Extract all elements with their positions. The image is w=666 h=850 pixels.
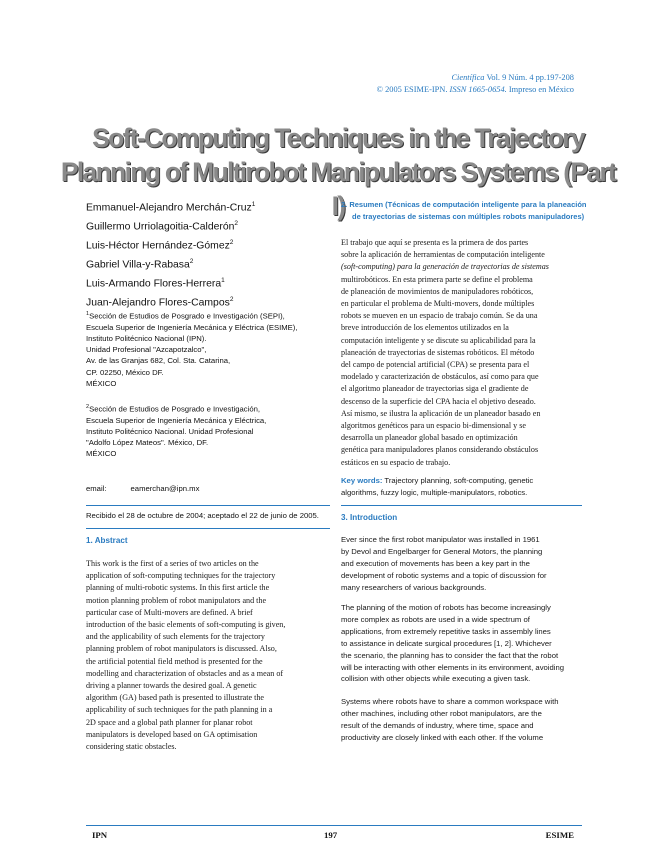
affiliation-line: MÉXICO (86, 449, 117, 459)
journal-volume: Vol. 9 Núm. 4 pp.197-208 (484, 73, 574, 82)
affiliation-line: MÉXICO (86, 378, 117, 388)
footer-rule (86, 825, 582, 826)
introduction-paragraph-1: Ever since the first robot manipulator was installed in 1961 by Devol and Engelbarger for General Motors, the planning and execution of movements has been a key part in the development of robotic systems and a topic of discussion for many researchers of various backgrounds. (341, 535, 547, 592)
author: Juan-Alejandro Flores-Campos$^2$ (86, 296, 234, 309)
email-label: email: (86, 484, 107, 493)
abstract-heading: 1. Abstract (86, 536, 128, 545)
resumen-body: El trabajo que aquí se presenta es la primera de dos partes sobre la aplicación de herramientas de computación inteligente (soft-computing) para la generación de trayectorias de sistemas multirobóticos. En esta primera parte se define el problema de planeación de movimientos de manipuladores robóticos, en particular el problema de Multi-movers, donde múltiples robots se mueven en un espacio de trabajo común. Se da una breve introducción de los elementos utilizados en la computación inteligente y se discute su aplicabilidad para la planeación de trayectorias de sistemas robóticos. El método del campo de potencial artificial (CPA) se presenta para el modelado y caracterización de obstáculos, así como para que el algoritmo planeador de trayectorias siga el gradiente de descenso de la superficie del CPA hacia el objetivo deseado. Así mismo, se ilustra la aplicación de un planeador basado en algoritmos genéticos para un espacio bi-dimensional y se desarrolla un planeador global basado en optimización genética para manipuladores planos considerando obstáculos estáticos en su espacio de trabajo. (341, 238, 549, 467)
affiliation-line: Escuela Superior de Ingeniería Mecánica y Eléctrica (ESIME), (86, 322, 298, 332)
divider (86, 505, 330, 506)
author: Luis-Armando Flores-Herrera$^1$ (86, 277, 225, 290)
footer-left-label: IPN (92, 830, 108, 840)
author: Gabriel Villa-y-Rabasa$^2$ (86, 258, 194, 271)
issn-text: ISSN 1665-0654. (449, 85, 507, 94)
footer-right-label: ESIME (545, 830, 574, 840)
copyright-text: © 2005 ESIME-IPN. (376, 85, 450, 94)
divider (341, 505, 582, 506)
page-number: 197 (324, 830, 338, 840)
author-list (86, 197, 255, 311)
resumen-heading-line-2: de trayectorias de sistemas con múltiples robots manipuladores) (352, 212, 585, 221)
affiliation-line: $^1$Sección de Estudios de Posgrado e Investigación (SEPI), (86, 311, 285, 321)
author: Emmanuel-Alejandro Merchán-Cruz$^1$ (86, 201, 256, 214)
affiliation-line: Instituto Politécnico Nacional. Unidad Profesional (86, 426, 254, 436)
author: Guillermo Urriolagoitia-Calderón$^2$ (86, 220, 239, 233)
received-date: Recibido el 28 de octubre de 2004; aceptado el 22 de junio de 2005. (86, 511, 319, 520)
affiliation-line: Escuela Superior de Ingeniería Mecánica y Eléctrica, (86, 415, 267, 425)
introduction-paragraph-2: The planning of the motion of robots has become increasingly more complex as robots are used in a wide spectrum of applications, from extremely repetitive tasks in assembly lines to assistance in delicate surgical procedures [1, 2]. Whichever the scenario, the planning has to consider the fact that the robot will be interacting with other elements in its environment, avoiding collision with other objects while executing a given task. (341, 603, 565, 684)
email-address[interactable]: eamerchan@ipn.mx (130, 484, 200, 493)
affiliation-1 (86, 309, 298, 389)
introduction-paragraph-3: Systems where robots have to share a common workspace with other machines, including other robot manipulators, are the result of the demands of industry, where time, space and productivity are closely linked with each other. If the volume (341, 697, 559, 742)
introduction-heading: 3. Introduction (341, 513, 398, 522)
abstract-body: This work is the first of a series of two articles on the application of soft-computing techniques for the trajectory planning of multi-robotic systems. In this first article the motion planning problem of robot manipulators and the particular case of Multi-movers are defined. A brief introduction of the basic elements of soft-computing is given, and the applicability of such elements for the trajectory planning problem of robot manipulators is discussed. Also, the artificial potential field method is presented for the modelling and characterization of obstacles and as a mean of driving a planner towards the desired goal. A genetic algorithm (GA) based path is presented to illustrate the applicability of such techniques for the path planning in a 2D space and a global path planner for planar robot manipulators is developed based on GA optimisation considering static obstacles. (86, 559, 286, 752)
affiliation-2 (86, 402, 266, 460)
keywords: Key words: Trajectory planning, soft-computing, genetic algorithms, fuzzy logic, multiple-manipulators, robotics. (341, 476, 534, 497)
resumen-heading-line-1: 2. Resumen (Técnicas de computación inteligente para la planeación (341, 200, 587, 209)
affiliation-line: $^2$Sección de Estudios de Posgrado e Investigación, (86, 404, 261, 414)
affiliation-line: CP. 02250, México DF. (86, 367, 164, 377)
affiliation-line: Unidad Profesional "Azcapotzalco", (86, 345, 207, 355)
author: Luis-Héctor Hernández-Gómez$^2$ (86, 239, 234, 252)
keywords-label: Key words: (341, 476, 383, 485)
copyright-line (377, 84, 574, 95)
journal-citation-line (451, 72, 574, 83)
affiliation-line: "Adolfo López Mateos". México, DF. (86, 438, 209, 448)
email-line (86, 484, 199, 493)
affiliation-line: Instituto Politécnico Nacional (IPN). (86, 333, 207, 343)
affiliation-line: Av. de las Granjas 682, Col. Sta. Catarina, (86, 356, 231, 366)
printed-in-text: Impreso en México (506, 85, 574, 94)
title-line-1: Soft-Computing Techniques in the Trajectory (92, 123, 584, 153)
journal-name: Científica (451, 73, 485, 82)
title-line-2: Planning of Multirobot Manipulators Systems (Part I) (60, 157, 616, 221)
divider (86, 528, 330, 529)
